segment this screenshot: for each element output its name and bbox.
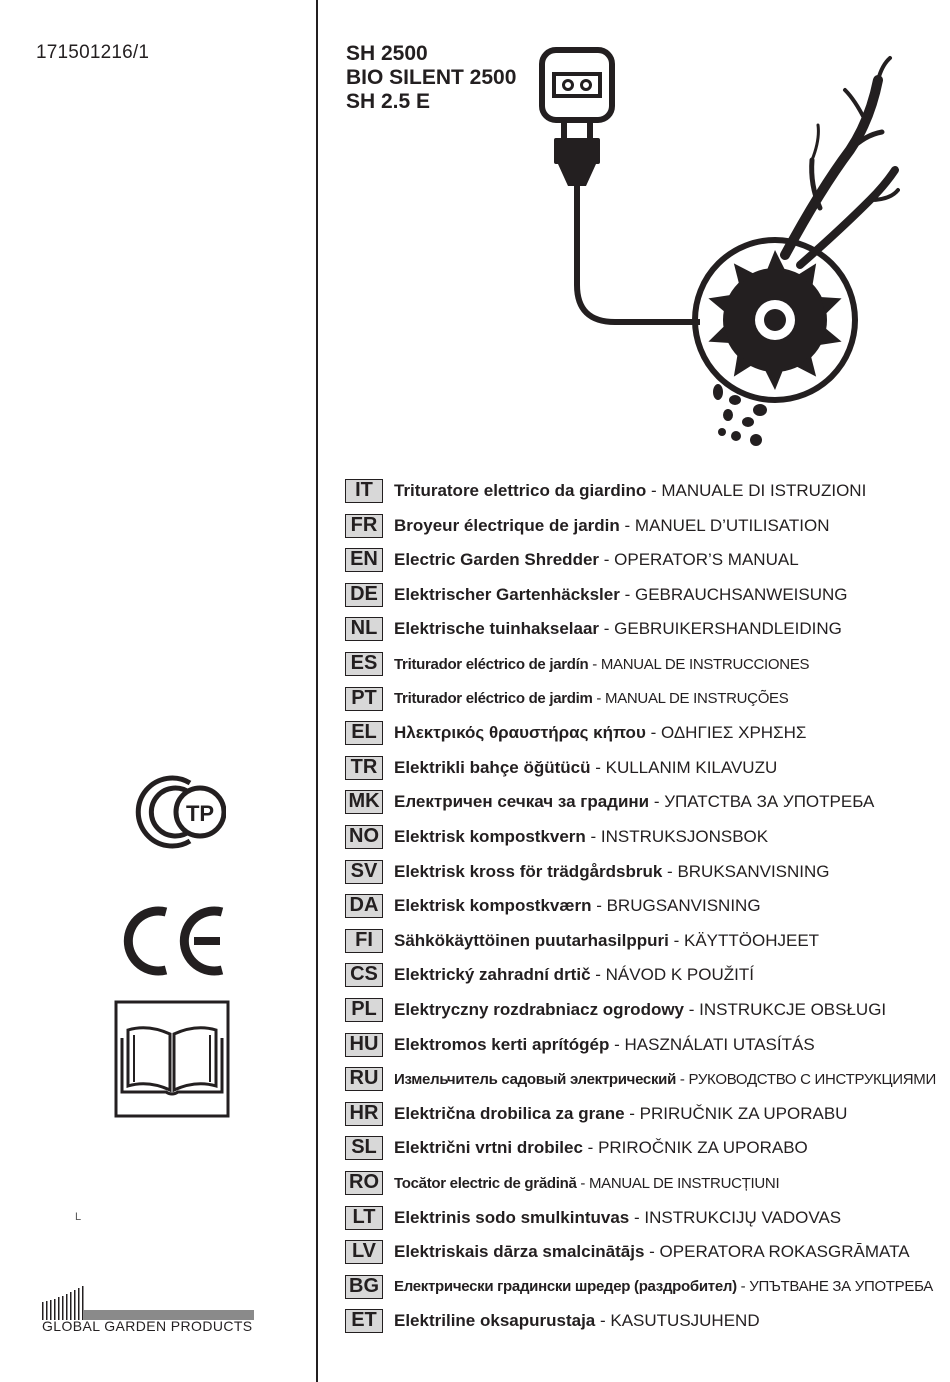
manual-type: PRIRUČNIK ZA UPORABU xyxy=(639,1103,848,1123)
language-code: LT xyxy=(345,1206,383,1230)
model-name: SH 2500 xyxy=(346,42,428,65)
language-code: CS xyxy=(345,963,383,987)
small-mark: L xyxy=(75,1211,82,1223)
manual-type: GEBRAUCHSANWEISUNG xyxy=(634,584,848,604)
title-separator: - xyxy=(644,1242,660,1262)
product-title: Elektriline oksapurustaja xyxy=(394,1311,596,1331)
manual-type: INSTRUKCIJŲ VADOVAS xyxy=(644,1207,842,1227)
language-row-pl xyxy=(345,997,886,1023)
product-title: Elektrikli bahçe öğütücü xyxy=(394,757,591,777)
product-title: Elektrische tuinhakselaar xyxy=(394,619,600,639)
language-row-hr xyxy=(345,1101,847,1127)
manual-type: УПАТСТВА ЗА УПОТРЕБА xyxy=(664,792,875,812)
title-separator: - xyxy=(684,1000,700,1019)
title-separator: - xyxy=(595,1311,611,1331)
read-manual-icon xyxy=(114,1000,230,1118)
language-row-cs xyxy=(345,962,754,988)
language-code: HR xyxy=(345,1102,383,1126)
language-row-el xyxy=(345,720,806,746)
product-title: Elektrinis sodo smulkintuvas xyxy=(394,1207,630,1227)
language-row-en xyxy=(345,547,799,573)
title-separator: - xyxy=(592,690,605,708)
manual-type: HASZNÁLATI UTASÍTÁS xyxy=(624,1034,815,1054)
product-title: Elektrisk kompostkvern xyxy=(394,827,586,846)
language-row-bg xyxy=(345,1274,933,1300)
language-row-sv xyxy=(345,859,830,885)
model-name: SH 2.5 E xyxy=(346,90,431,113)
title-separator: - xyxy=(599,619,615,639)
language-row-da xyxy=(345,893,761,919)
manual-type: NÁVOD K POUŽITÍ xyxy=(605,965,754,985)
language-code: NL xyxy=(345,617,383,641)
language-row-ru xyxy=(345,1066,936,1092)
language-row-nl xyxy=(345,616,842,642)
manual-type: MANUAL DE INSTRUCCIONES xyxy=(600,655,810,673)
ce-mark-icon xyxy=(122,904,228,978)
title-separator: - xyxy=(662,861,678,881)
product-title: Električni vrtni drobilec xyxy=(394,1138,583,1158)
title-separator: - xyxy=(619,515,635,535)
language-row-tr xyxy=(345,755,777,781)
language-code: ET xyxy=(345,1309,383,1333)
language-code: DA xyxy=(345,894,383,918)
manual-type: OPERATORA ROKASGRĀMATA xyxy=(659,1242,910,1262)
product-title: Elektriskais dārza smalcinātājs xyxy=(394,1242,645,1262)
language-code: BG xyxy=(345,1275,383,1299)
language-code: SL xyxy=(345,1136,383,1160)
language-row-fr xyxy=(345,513,830,539)
title-separator: - xyxy=(619,584,635,604)
document-code: 171501216/1 xyxy=(36,42,150,63)
manual-type: KULLANIM KILAVUZU xyxy=(605,757,778,777)
manual-type: BRUKSANVISNING xyxy=(677,861,830,881)
title-separator: - xyxy=(649,792,665,812)
language-code: SV xyxy=(345,860,383,884)
title-separator: - xyxy=(668,930,684,950)
language-row-de xyxy=(345,582,848,608)
manual-type: KÄYTTÖOHJEET xyxy=(683,930,820,950)
product-title: Електричен сечкач за градини xyxy=(394,792,650,812)
product-title: Ηλεκτρικός θραυστήρας κήπου xyxy=(394,723,646,743)
title-separator: - xyxy=(609,1034,625,1054)
language-code: PL xyxy=(345,998,383,1022)
language-code: IT xyxy=(345,479,383,503)
manual-type: MANUAL DE INSTRUÇÕES xyxy=(605,690,789,708)
language-row-fi xyxy=(345,928,819,954)
language-code: FR xyxy=(345,514,383,538)
manual-type: РУКОВОДСТВО С ИНСТРУКЦИЯМИ xyxy=(688,1070,936,1088)
language-row-es xyxy=(345,651,809,677)
language-code: DE xyxy=(345,583,383,607)
model-name: BIO SILENT 2500 xyxy=(346,66,517,89)
title-separator: - xyxy=(591,896,607,916)
manual-type: KASUTUSJUHEND xyxy=(610,1311,760,1331)
product-title: Triturador eléctrico de jardim xyxy=(394,690,593,708)
language-code: MK xyxy=(345,790,383,814)
product-title: Elektrischer Gartenhäcksler xyxy=(394,584,620,604)
title-separator: - xyxy=(646,481,662,500)
manual-type: OPERATOR’S MANUAL xyxy=(614,550,799,570)
language-row-lv xyxy=(345,1239,910,1265)
language-code: EN xyxy=(345,548,383,572)
language-row-ro xyxy=(345,1170,779,1196)
language-row-hu xyxy=(345,1032,815,1058)
product-title: Broyeur électrique de jardin xyxy=(394,515,620,535)
product-title: Elektrický zahradní drtič xyxy=(394,965,591,985)
language-row-it xyxy=(345,478,866,504)
language-code: RO xyxy=(345,1171,383,1195)
manual-type: BRUGSANVISNING xyxy=(606,896,761,916)
manual-type: ΟΔΗΓΙΕΣ ΧΡΗΣΗΣ xyxy=(660,723,807,743)
language-code: NO xyxy=(345,825,383,849)
language-row-no xyxy=(345,824,768,850)
title-separator: - xyxy=(676,1070,689,1088)
eac-letters: ТР xyxy=(185,801,215,826)
product-title: Tocător electric de grădină xyxy=(394,1174,577,1192)
language-code: HU xyxy=(345,1033,383,1057)
language-code: LV xyxy=(345,1240,383,1264)
product-title: Електрически градински шредер (раздробител) xyxy=(394,1278,737,1296)
title-separator: - xyxy=(736,1278,750,1296)
language-row-lt xyxy=(345,1205,841,1231)
brand-name: GLOBAL GARDEN PRODUCTS xyxy=(42,1318,253,1334)
title-separator: - xyxy=(624,1103,640,1123)
language-code: RU xyxy=(345,1067,383,1091)
language-code: EL xyxy=(345,721,383,745)
title-separator: - xyxy=(582,1138,599,1158)
model-list xyxy=(346,42,516,114)
branches xyxy=(785,58,898,265)
product-title: Elektryczny rozdrabniacz ogrodowy xyxy=(394,1000,685,1019)
product-title: Električna drobilica za grane xyxy=(394,1103,625,1123)
manual-type: MANUAL DE INSTRUCȚIUNI xyxy=(588,1174,780,1192)
manual-type: УПЪТВАНЕ ЗА УПОТРЕБА xyxy=(749,1278,933,1296)
shredder-illustration-icon xyxy=(520,40,900,460)
language-row-pt xyxy=(345,686,788,712)
title-separator: - xyxy=(590,965,606,985)
product-title: Electric Garden Shredder xyxy=(394,550,600,570)
manual-type: INSTRUKCJE OBSŁUGI xyxy=(699,1000,887,1019)
manual-type: GEBRUIKERSHANDLEIDING xyxy=(614,619,842,639)
product-title: Triturador eléctrico de jardín xyxy=(394,655,589,673)
language-row-sl xyxy=(345,1135,808,1161)
language-code: TR xyxy=(345,756,383,780)
title-separator: - xyxy=(590,757,606,777)
product-title: Elektromos kerti aprítógép xyxy=(394,1034,610,1054)
language-code: PT xyxy=(345,687,383,711)
title-separator: - xyxy=(629,1207,645,1227)
manual-type: PRIROČNIK ZA UPORABO xyxy=(598,1138,808,1158)
eac-certification-icon xyxy=(124,773,226,851)
power-socket-icon xyxy=(542,50,612,120)
language-row-et xyxy=(345,1308,760,1334)
manual-type: MANUEL D’UTILISATION xyxy=(634,515,830,535)
title-separator: - xyxy=(599,550,615,570)
manual-type: MANUALE DI ISTRUZIONI xyxy=(661,481,867,500)
shredder-blade xyxy=(705,250,844,390)
product-title: Elektrisk kross för trädgårdsbruk xyxy=(394,861,663,881)
title-separator: - xyxy=(576,1174,589,1192)
vertical-divider xyxy=(316,0,318,1382)
language-code: FI xyxy=(345,929,383,953)
title-separator: - xyxy=(588,655,601,673)
power-plug-icon xyxy=(554,120,600,186)
product-title: Измельчитель садовый электрический xyxy=(394,1070,677,1088)
product-title: Trituratore elettrico da giardino xyxy=(394,481,647,500)
title-separator: - xyxy=(585,827,601,846)
product-title: Elektrisk kompostkværn xyxy=(394,896,592,916)
manual-type: INSTRUKSJONSBOK xyxy=(600,827,769,846)
title-separator: - xyxy=(645,723,661,743)
power-cable xyxy=(577,186,700,322)
language-row-mk xyxy=(345,789,874,815)
language-code: ES xyxy=(345,652,383,676)
product-title: Sähkökäyttöinen puutarhasilppuri xyxy=(394,930,669,950)
